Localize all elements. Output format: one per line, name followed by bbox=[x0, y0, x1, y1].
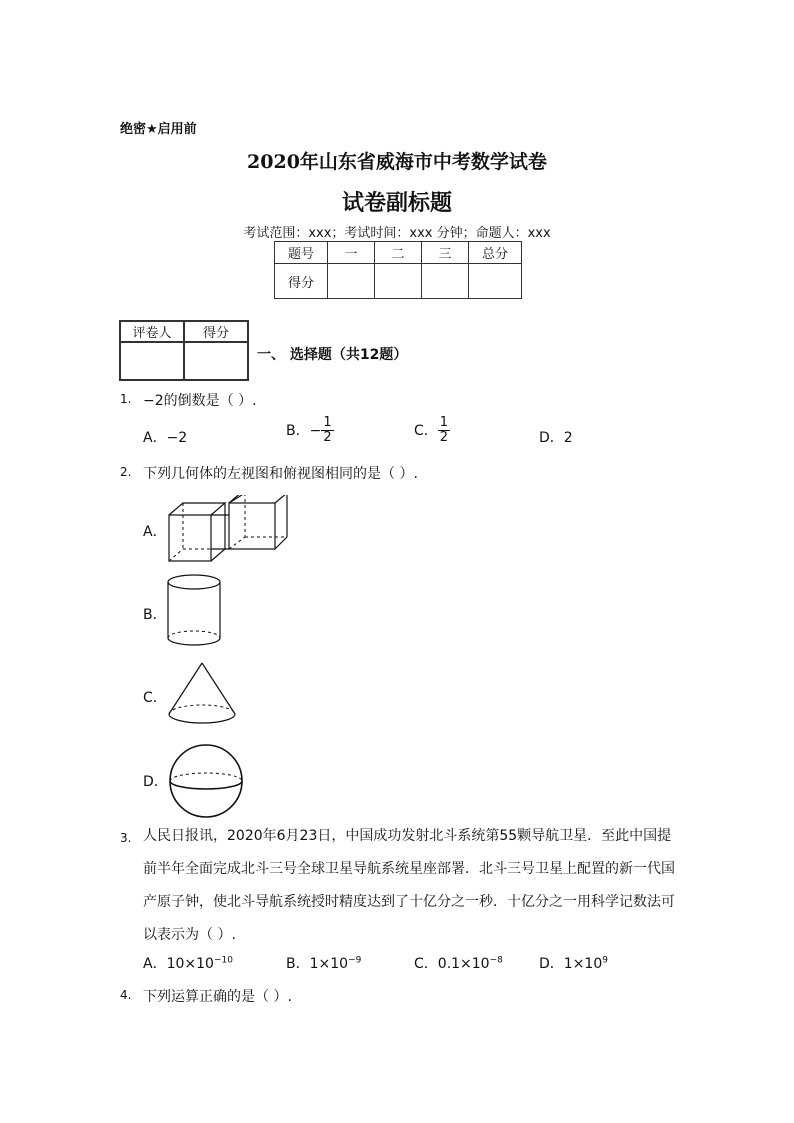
option-d[interactable] bbox=[539, 427, 573, 447]
cylinder-figure bbox=[163, 572, 225, 652]
question-text bbox=[143, 820, 683, 952]
question-text: −2的倒数是（ ）. bbox=[143, 393, 257, 409]
review-header-cell: 得分 bbox=[184, 321, 248, 342]
question-text: 下列运算正确的是（ ）. bbox=[143, 989, 292, 1005]
exam-info: 考试范围：xxx；考试时间：xxx 分钟；命题人：xxx bbox=[243, 226, 551, 241]
option-label: D． bbox=[539, 956, 564, 972]
score-header-cell: 一 bbox=[328, 242, 375, 264]
option-value: −2 bbox=[166, 430, 188, 446]
option-base: 1×10 bbox=[563, 956, 603, 972]
fraction-numerator: 1 bbox=[439, 415, 449, 430]
fraction-denominator: 2 bbox=[439, 430, 449, 446]
option-c[interactable] bbox=[414, 416, 450, 446]
option-b[interactable] bbox=[286, 953, 361, 973]
score-header-cell: 题号 bbox=[275, 242, 328, 264]
option-b[interactable] bbox=[286, 416, 334, 446]
fraction bbox=[321, 416, 333, 446]
question-line: 以表示为（ ）. bbox=[143, 927, 236, 943]
fraction-numerator: 1 bbox=[323, 415, 332, 430]
option-b[interactable]: B． bbox=[143, 607, 167, 623]
option-base: 0.1×10 bbox=[437, 956, 490, 972]
exam-subtitle: 试卷副标题 bbox=[341, 191, 452, 216]
option-label: B． bbox=[286, 422, 310, 439]
option-exponent: −9 bbox=[348, 955, 362, 966]
sphere-figure bbox=[167, 742, 245, 820]
section-title: 一、 选择题（共12题） bbox=[257, 347, 408, 363]
option-label: C． bbox=[414, 422, 438, 439]
option-sign: − bbox=[309, 422, 322, 439]
question-line: 前半年全面完成北斗三号全球卫星导航系统星座部署．北斗三号卫星上配置的新一代国 bbox=[143, 861, 675, 877]
review-input-cell[interactable] bbox=[184, 342, 248, 380]
option-exponent: −8 bbox=[489, 955, 503, 966]
score-header-cell: 二 bbox=[375, 242, 422, 264]
score-input-cell[interactable] bbox=[375, 264, 422, 299]
option-label: A． bbox=[143, 430, 167, 446]
option-base: 1×10 bbox=[309, 956, 349, 972]
question-line: 产原子钟，使北斗导航系统授时精度达到了十亿分之一秒．十亿分之一用科学记数法可 bbox=[143, 894, 675, 910]
option-d[interactable] bbox=[539, 953, 608, 973]
cone-figure bbox=[165, 660, 239, 730]
option-exponent: −10 bbox=[213, 955, 233, 966]
score-table bbox=[274, 241, 522, 299]
score-input-cell[interactable] bbox=[328, 264, 375, 299]
option-a[interactable] bbox=[143, 953, 233, 973]
secret-label: 绝密★启用前 bbox=[120, 122, 197, 137]
question-number: 1. bbox=[120, 392, 132, 406]
question-text: 下列几何体的左视图和俯视图相同的是（ ）. bbox=[143, 466, 418, 482]
option-base: 10×10 bbox=[166, 956, 214, 972]
option-label: B． bbox=[286, 956, 310, 972]
review-table bbox=[119, 320, 249, 381]
option-a[interactable]: A． bbox=[143, 524, 167, 540]
option-label: A． bbox=[143, 956, 167, 972]
option-c[interactable]: C． bbox=[143, 690, 167, 706]
review-header-cell: 评卷人 bbox=[120, 321, 184, 342]
option-a[interactable] bbox=[143, 427, 187, 447]
two-cubes-figure bbox=[165, 495, 293, 567]
score-row-label: 得分 bbox=[275, 264, 328, 299]
option-label: D． bbox=[539, 430, 564, 446]
score-input-cell[interactable] bbox=[422, 264, 469, 299]
option-d[interactable]: D． bbox=[143, 774, 168, 790]
score-header-cell: 总分 bbox=[469, 242, 522, 264]
fraction-denominator: 2 bbox=[323, 430, 332, 446]
option-exponent: 9 bbox=[602, 955, 608, 966]
question-line: 人民日报讯，2020年6月23日，中国成功发射北斗系统第55颗导航卫星．至此中国提 bbox=[143, 828, 672, 844]
question-number: 4. bbox=[120, 988, 132, 1002]
score-input-cell[interactable] bbox=[469, 264, 522, 299]
score-header-cell: 三 bbox=[422, 242, 469, 264]
option-value: 2 bbox=[563, 430, 573, 446]
exam-title: 2020年山东省威海市中考数学试卷 bbox=[247, 151, 547, 173]
question-number: 3. bbox=[120, 831, 132, 845]
option-label: C． bbox=[414, 956, 438, 972]
option-c[interactable] bbox=[414, 953, 503, 973]
review-input-cell[interactable] bbox=[120, 342, 184, 380]
question-number: 2. bbox=[120, 465, 132, 479]
fraction bbox=[438, 416, 450, 446]
